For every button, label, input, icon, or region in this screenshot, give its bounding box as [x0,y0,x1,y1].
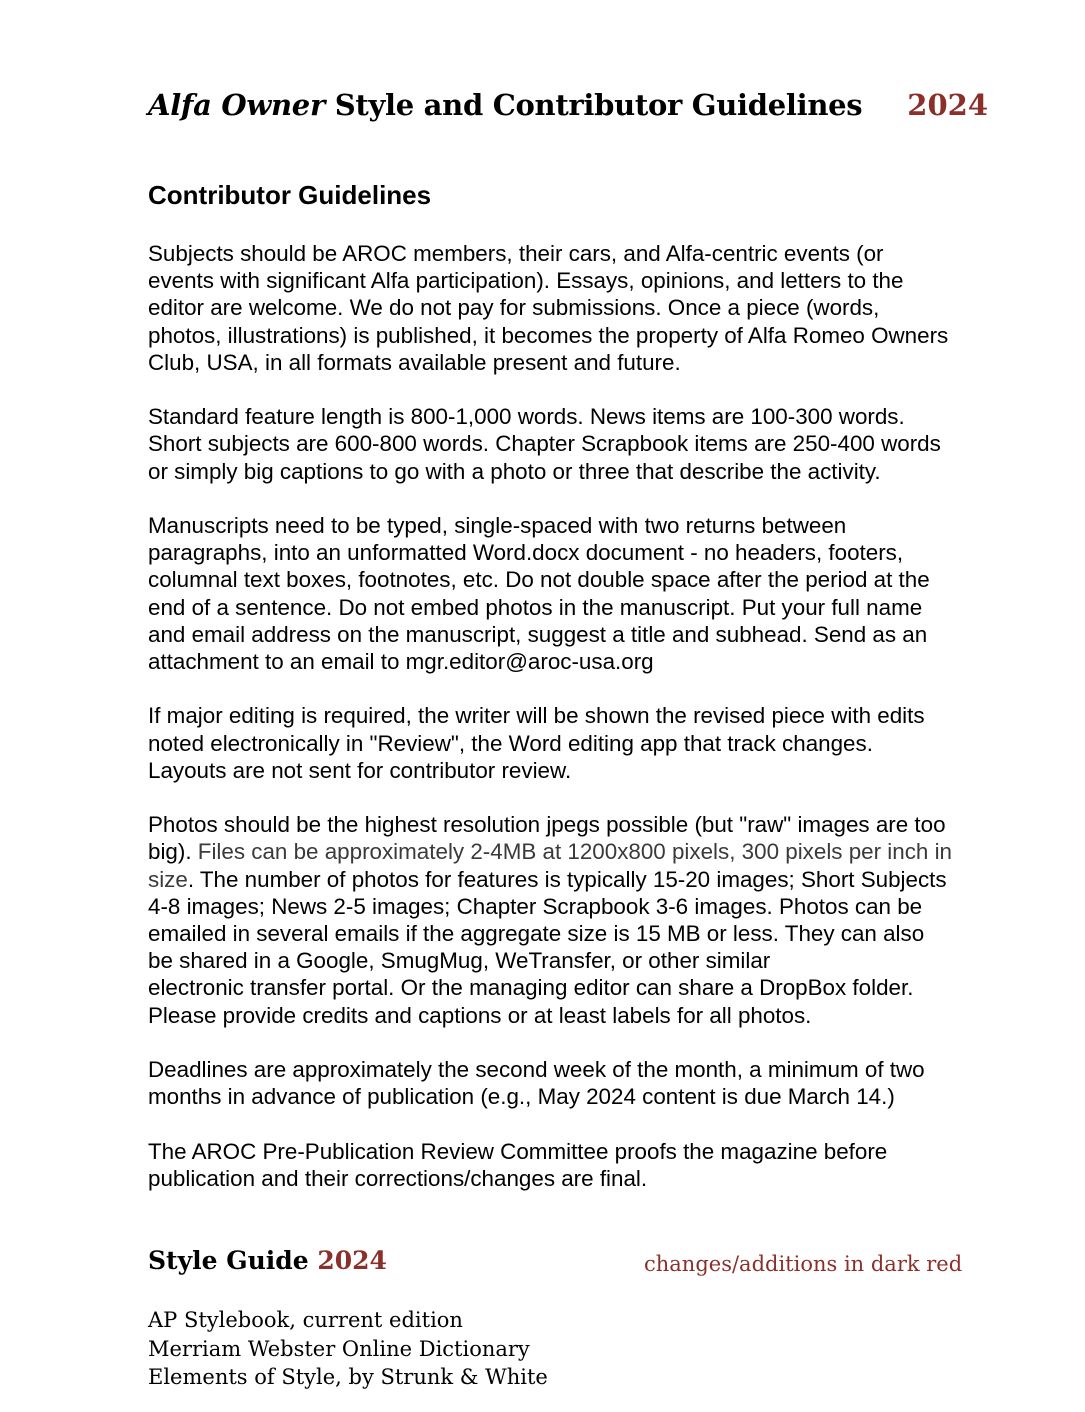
title-text: Style and Contributor Guidelines [334,88,863,122]
document-year: 2024 [907,88,988,122]
contributor-guidelines-heading: Contributor Guidelines [148,180,432,210]
style-guide-row [148,1246,988,1282]
changes-note: changes/additions in dark red [644,1252,963,1276]
contributor-guidelines-body [148,240,1008,1219]
reference-item: Merriam Webster Online Dictionary [148,1336,530,1361]
style-guide-year: 2024 [317,1246,387,1275]
style-guide-label: Style Guide [148,1246,309,1275]
paragraph-editing: If major editing is required, the writer will be shown the revised piece with edits noted electronically in "Review", the Word editing app that track changes. Layouts are not sent for contributor review. [148,703,925,783]
photos-text-2: . The number of photos for features is typically 15-20 images; Short Subjects 4-8 images; News 2-5 images; Chapter Scrapbook 3-6 images. Photos can be emailed in several emails if the aggregate size is 15 MB or less. They can also be shared in a Google, SmugMug, WeTransfer, or other similar electronic transfer portal. Or the managing editor can share a DropBox folder. Please provide credits and captions or at least labels for all photos. [148,866,947,1028]
photos-text-1: Photos should be the highest resolution jpegs possible (but "raw" images are too big). [148,812,946,865]
style-guide-heading [148,1246,387,1275]
reference-item: Elements of Style, by Strunk & White [148,1365,548,1389]
paragraph-deadlines: Deadlines are approximately the second week of the month, a minimum of two months in advance of publication (e.g., May 2024 content is due March 14.) [148,1057,925,1110]
magazine-name: Alfa Owner [148,88,325,122]
paragraph-length: Standard feature length is 800-1,000 words. News items are 100-300 words. Short subjects are 600-800 words. Chapter Scrapbook items are 250-400 words or simply big captions to go with a photo or three that describe the activity. [148,404,941,484]
photos-file-size-text: Files can be approximately 2-4MB at 1200x800 pixels, 300 pixels per inch in size [148,839,953,892]
document-title-row [148,88,988,132]
reference-list [148,1306,548,1392]
paragraph-manuscripts: Manuscripts need to be typed, single-spaced with two returns between paragraphs, into an unformatted Word.docx document - no headers, footers, columnal text boxes, footnotes, etc. Do not double space after the period at the end of a sentence. Do not embed photos in the manuscript. Put your full name and email address on the manuscript, suggest a title and subhead. Send as an attachment to an email to mgr.editor@aroc-usa.org [148,513,930,675]
document-title [148,88,862,122]
reference-item: AP Stylebook, current edition [148,1308,463,1332]
paragraph-subjects: Subjects should be AROC members, their cars, and Alfa-centric events (or events with significant Alfa participation). Essays, opinions, and letters to the editor are welcome. We do not pay for submissions. Once a piece (words, photos, illustrations) is published, it becomes the property of Alfa Romeo Owners Club, USA, in all formats available present and future. [148,241,949,375]
paragraph-photos [148,811,1008,1029]
paragraph-review-committee: The AROC Pre-Publication Review Committee proofs the magazine before publication and their corrections/changes are final. [148,1138,888,1191]
